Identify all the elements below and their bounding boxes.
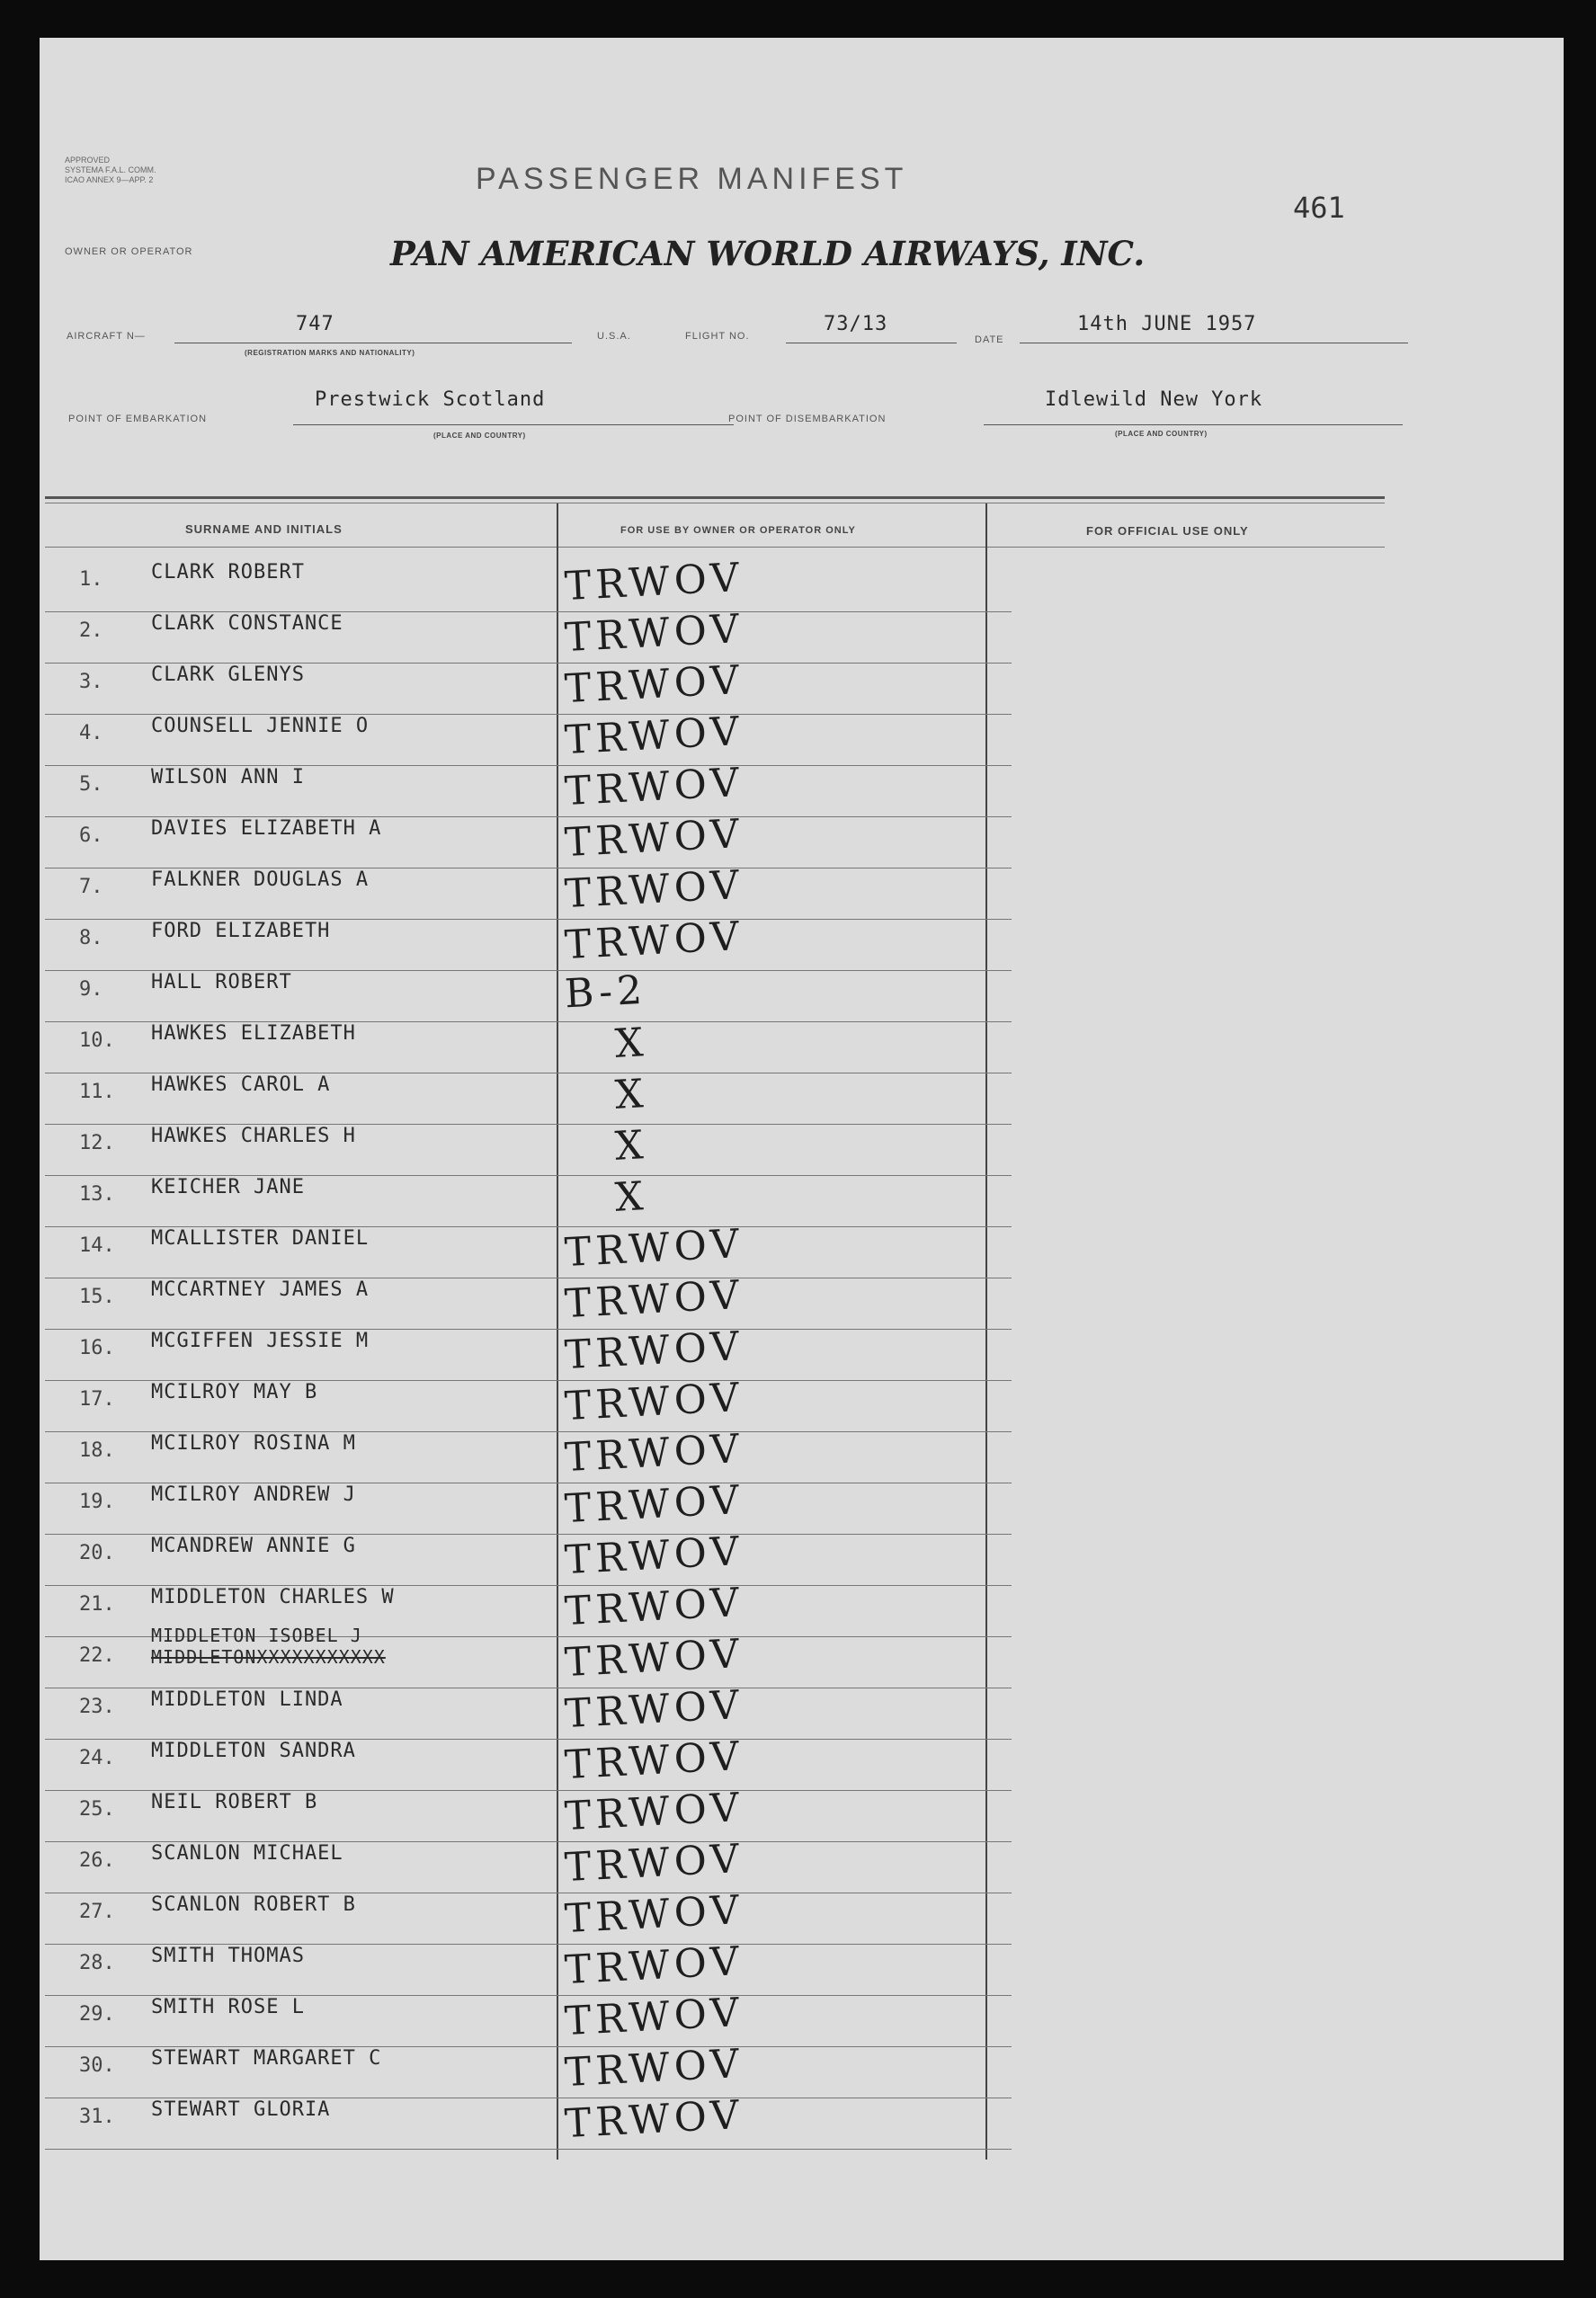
row-number: 29. bbox=[79, 2003, 115, 2026]
row-number: 22. bbox=[79, 1644, 115, 1667]
table-row bbox=[40, 1374, 1564, 1432]
flight-label: FLIGHT NO. bbox=[685, 331, 750, 342]
table-row bbox=[40, 1989, 1564, 2047]
row-number: 9. bbox=[79, 978, 103, 1001]
table-row bbox=[40, 1073, 1564, 1125]
row-number: 27. bbox=[79, 1901, 115, 1923]
passenger-name: KEICHER JANE bbox=[151, 1176, 305, 1198]
table-row bbox=[40, 1732, 1564, 1791]
row-number: 28. bbox=[79, 1952, 115, 1974]
handwritten-mark: X bbox=[613, 1122, 649, 1170]
row-number: 3. bbox=[79, 671, 103, 693]
row-number: 16. bbox=[79, 1337, 115, 1359]
passenger-name: MCILROY MAY B bbox=[151, 1381, 318, 1403]
column-header-official: FOR OFFICIAL USE ONLY bbox=[1086, 524, 1249, 538]
handwritten-mark: TRWOV bbox=[563, 1681, 745, 1738]
handwritten-mark: TRWOV bbox=[563, 708, 745, 764]
handwritten-mark: TRWOV bbox=[563, 759, 745, 815]
passenger-name: SCANLON ROBERT B bbox=[151, 1893, 356, 1916]
table-row bbox=[40, 656, 1564, 715]
handwritten-mark: TRWOV bbox=[563, 605, 745, 662]
row-number: 12. bbox=[79, 1132, 115, 1154]
table-row bbox=[40, 2091, 1564, 2150]
row-number: 11. bbox=[79, 1081, 115, 1103]
handwritten-mark: X bbox=[613, 1173, 649, 1221]
table-row bbox=[40, 1271, 1564, 1330]
handwritten-mark: TRWOV bbox=[563, 861, 745, 918]
table-row bbox=[40, 913, 1564, 971]
disembarkation-place-note: (PLACE AND COUNTRY) bbox=[1115, 430, 1208, 438]
passenger-name: MCANDREW ANNIE G bbox=[151, 1535, 356, 1557]
row-number: 10. bbox=[79, 1029, 115, 1052]
handwritten-mark: TRWOV bbox=[563, 1937, 745, 1994]
table-row bbox=[40, 1886, 1564, 1945]
handwritten-mark: TRWOV bbox=[563, 1989, 745, 2045]
handwritten-mark: TRWOV bbox=[563, 810, 745, 867]
date-value: 14th JUNE 1957 bbox=[1077, 313, 1257, 335]
row-number: 20. bbox=[79, 1542, 115, 1564]
manifest-sheet bbox=[40, 38, 1564, 2260]
operator-name: PAN AMERICAN WORLD AIRWAYS, INC. bbox=[390, 234, 1146, 273]
passenger-name: CLARK CONSTANCE bbox=[151, 612, 343, 635]
table-row bbox=[40, 1022, 1564, 1073]
handwritten-mark: TRWOV bbox=[563, 1220, 745, 1277]
table-row bbox=[40, 966, 1564, 1022]
disembarkation-label: POINT OF DISEMBARKATION bbox=[728, 414, 887, 424]
handwritten-mark: TRWOV bbox=[563, 1476, 745, 1533]
passenger-name: CLARK GLENYS bbox=[151, 664, 305, 686]
passenger-name: SCANLON MICHAEL bbox=[151, 1842, 343, 1865]
passenger-name: MIDDLETON SANDRA bbox=[151, 1740, 356, 1762]
handwritten-mark: X bbox=[613, 1020, 649, 1067]
passenger-name: MCALLISTER DANIEL bbox=[151, 1227, 370, 1250]
passenger-name: SMITH ROSE L bbox=[151, 1996, 305, 2018]
row-number: 23. bbox=[79, 1696, 115, 1718]
passenger-name: MCILROY ANDREW J bbox=[151, 1483, 356, 1506]
row-number: 7. bbox=[79, 876, 103, 898]
passenger-name: MCGIFFEN JESSIE M bbox=[151, 1330, 370, 1352]
passenger-name: HALL ROBERT bbox=[151, 971, 292, 993]
handwritten-mark: TRWOV bbox=[563, 1425, 745, 1482]
row-number: 17. bbox=[79, 1388, 115, 1411]
handwritten-mark: B-2 bbox=[563, 966, 648, 1018]
handwritten-mark: TRWOV bbox=[563, 1886, 745, 1943]
passenger-name: WILSON ANN I bbox=[151, 766, 305, 788]
row-number: 2. bbox=[79, 619, 103, 642]
row-number: 25. bbox=[79, 1798, 115, 1821]
page-title: PASSENGER MANIFEST bbox=[476, 162, 908, 196]
row-number: 15. bbox=[79, 1286, 115, 1308]
table-row bbox=[40, 861, 1564, 920]
row-number: 8. bbox=[79, 927, 103, 949]
table-row bbox=[40, 708, 1564, 766]
handwritten-mark: TRWOV bbox=[563, 1271, 745, 1328]
passenger-name: HAWKES ELIZABETH bbox=[151, 1022, 356, 1045]
table-row bbox=[40, 1220, 1564, 1278]
header-underline bbox=[45, 547, 1385, 548]
row-number: 19. bbox=[79, 1491, 115, 1513]
handwritten-mark: TRWOV bbox=[563, 913, 745, 969]
usa-label: U.S.A. bbox=[597, 331, 631, 342]
embarkation-place-note: (PLACE AND COUNTRY) bbox=[433, 432, 526, 440]
embarkation-label: POINT OF EMBARKATION bbox=[68, 414, 208, 424]
table-row bbox=[40, 1476, 1564, 1535]
passenger-name: FALKNER DOUGLAS A bbox=[151, 868, 370, 891]
handwritten-mark: TRWOV bbox=[563, 1835, 745, 1892]
row-rule bbox=[45, 2149, 1012, 2150]
approval-stamp: APPROVED SYSTEMA F.A.L. COMM. ICAO ANNEX 9—APP. 2 bbox=[65, 156, 156, 184]
registration-note: (REGISTRATION MARKS AND NATIONALITY) bbox=[245, 349, 415, 357]
row-number: 30. bbox=[79, 2054, 115, 2077]
passenger-name: COUNSELL JENNIE O bbox=[151, 715, 370, 737]
table-row bbox=[40, 1528, 1564, 1586]
passenger-name: HAWKES CHARLES H bbox=[151, 1125, 356, 1147]
column-header-owner: FOR USE BY OWNER OR OPERATOR ONLY bbox=[620, 525, 856, 536]
date-label: DATE bbox=[975, 334, 1004, 345]
row-number: 18. bbox=[79, 1439, 115, 1462]
handwritten-mark: TRWOV bbox=[563, 2091, 745, 2148]
passenger-name: STEWART GLORIA bbox=[151, 2098, 331, 2121]
struck-name: MIDDLETONXXXXXXXXXXX bbox=[151, 1646, 386, 1668]
row-number: 4. bbox=[79, 722, 103, 744]
table-row bbox=[40, 759, 1564, 817]
passenger-name: FORD ELIZABETH bbox=[151, 920, 331, 942]
handwritten-mark: TRWOV bbox=[563, 656, 745, 713]
table-row bbox=[40, 1784, 1564, 1842]
handwritten-mark: TRWOV bbox=[563, 1630, 745, 1687]
passenger-name: MCCARTNEY JAMES A bbox=[151, 1278, 370, 1301]
aircraft-value: 747 bbox=[296, 313, 334, 335]
column-header-surname: SURNAME AND INITIALS bbox=[185, 522, 343, 536]
disembarkation-value: Idlewild New York bbox=[1045, 388, 1263, 411]
table-row bbox=[40, 1425, 1564, 1483]
flight-number: 73/13 bbox=[824, 313, 888, 335]
handwritten-mark: X bbox=[613, 1071, 649, 1118]
handwritten-mark: TRWOV bbox=[563, 554, 745, 610]
table-row bbox=[40, 1173, 1564, 1227]
table-row bbox=[40, 1937, 1564, 1996]
table-row bbox=[40, 1323, 1564, 1381]
table-top-rule bbox=[45, 496, 1385, 499]
passenger-name: HAWKES CAROL A bbox=[151, 1073, 331, 1096]
passenger-name: DAVIES ELIZABETH A bbox=[151, 817, 382, 840]
row-number: 26. bbox=[79, 1849, 115, 1872]
row-number: 5. bbox=[79, 773, 103, 796]
table-row bbox=[40, 1122, 1564, 1176]
table-row bbox=[40, 2040, 1564, 2098]
handwritten-mark: TRWOV bbox=[563, 1323, 745, 1379]
passenger-name: MCILROY ROSINA M bbox=[151, 1432, 356, 1455]
embarkation-value: Prestwick Scotland bbox=[315, 388, 546, 411]
table-row bbox=[40, 1625, 1564, 1688]
page-number: 461 bbox=[1293, 191, 1345, 225]
table-row bbox=[40, 1835, 1564, 1893]
passenger-name: MIDDLETON LINDA bbox=[151, 1688, 343, 1711]
table-row bbox=[40, 605, 1564, 664]
handwritten-mark: TRWOV bbox=[563, 2040, 745, 2097]
handwritten-mark: TRWOV bbox=[563, 1374, 745, 1430]
passenger-name: MIDDLETON ISOBEL J bbox=[151, 1625, 362, 1646]
table-row bbox=[40, 810, 1564, 868]
handwritten-mark: TRWOV bbox=[563, 1732, 745, 1789]
handwritten-mark: TRWOV bbox=[563, 1528, 745, 1584]
row-number: 21. bbox=[79, 1593, 115, 1616]
handwritten-mark: TRWOV bbox=[563, 1579, 745, 1635]
table-row bbox=[40, 554, 1564, 612]
passenger-name: MIDDLETON CHARLES W bbox=[151, 1586, 395, 1608]
passenger-name: NEIL ROBERT B bbox=[151, 1791, 318, 1813]
handwritten-mark: TRWOV bbox=[563, 1784, 745, 1840]
passenger-name: SMITH THOMAS bbox=[151, 1945, 305, 1967]
row-number: 1. bbox=[79, 568, 103, 591]
owner-label: OWNER OR OPERATOR bbox=[65, 246, 193, 257]
passenger-name: STEWART MARGARET C bbox=[151, 2047, 382, 2070]
disembarkation-line bbox=[984, 424, 1403, 425]
embarkation-line bbox=[293, 424, 734, 425]
row-number: 13. bbox=[79, 1183, 115, 1206]
row-number: 24. bbox=[79, 1747, 115, 1769]
table-row bbox=[40, 1681, 1564, 1740]
row-number: 14. bbox=[79, 1234, 115, 1257]
passenger-name: CLARK ROBERT bbox=[151, 561, 305, 583]
aircraft-label: AIRCRAFT N— bbox=[67, 331, 146, 342]
row-number: 31. bbox=[79, 2106, 115, 2128]
row-number: 6. bbox=[79, 824, 103, 847]
